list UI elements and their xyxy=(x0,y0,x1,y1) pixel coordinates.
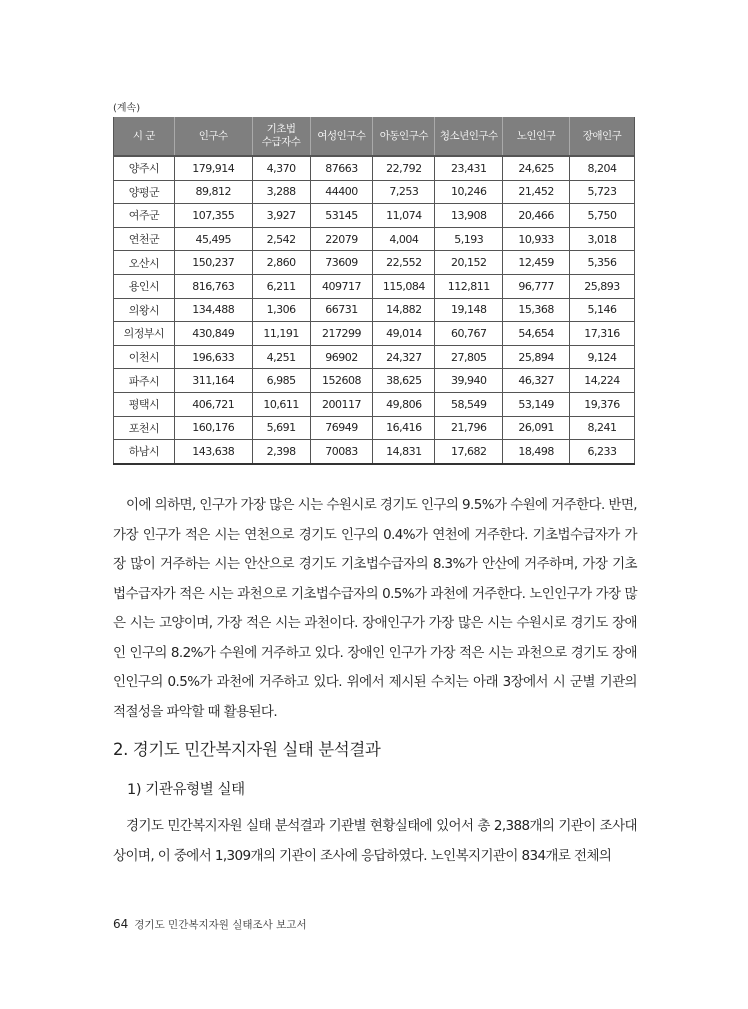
table-cell: 70083 xyxy=(310,440,373,464)
table-cell: 5,723 xyxy=(570,180,635,204)
table-row xyxy=(114,369,635,393)
table-cell: 16,416 xyxy=(373,416,435,440)
table-cell: 23,431 xyxy=(435,156,503,180)
header-youth: 청소년인구수 xyxy=(435,117,503,156)
table-cell: 44400 xyxy=(310,180,373,204)
table-cell: 53145 xyxy=(310,204,373,228)
table-cell: 11,074 xyxy=(373,204,435,228)
table-cell: 7,253 xyxy=(373,180,435,204)
header-elderly: 노인인구 xyxy=(503,117,570,156)
table-cell: 25,893 xyxy=(570,274,635,298)
table-cell: 8,204 xyxy=(570,156,635,180)
table-cell: 14,831 xyxy=(373,440,435,464)
table-cell: 24,625 xyxy=(503,156,570,180)
table-cell: 10,611 xyxy=(252,392,310,416)
table-row xyxy=(114,204,635,228)
table-cell: 1,306 xyxy=(252,298,310,322)
table-cell: 21,452 xyxy=(503,180,570,204)
page-number: 64 xyxy=(113,917,129,931)
table-cell: 160,176 xyxy=(174,416,252,440)
table-cell: 54,654 xyxy=(503,322,570,346)
table-cell: 58,549 xyxy=(435,392,503,416)
table-cell: 10,933 xyxy=(503,227,570,251)
subsection-title: 1) 기관유형별 실태 xyxy=(127,782,245,798)
table-cell-city: 의왕시 xyxy=(114,298,175,322)
table-cell: 2,542 xyxy=(252,227,310,251)
table-cell: 21,796 xyxy=(435,416,503,440)
table-cell: 430,849 xyxy=(174,322,252,346)
table-cell: 13,908 xyxy=(435,204,503,228)
table-row xyxy=(114,180,635,204)
table-cell: 4,004 xyxy=(373,227,435,251)
table-cell-city: 양평군 xyxy=(114,180,175,204)
table-cell: 27,805 xyxy=(435,345,503,369)
report-title: 경기도 민간복지자원 실태조사 보고서 xyxy=(134,919,307,931)
table-row xyxy=(114,322,635,346)
paragraph-analysis: 경기도 민간복지자원 실태 분석결과 기관별 현황실태에 있어서 총 2,388개의 기관이 조사대상이며, 이 중에서 1,309개의 기관이 조사에 응답하였다. 노인복지기관이 834개로 전체의 xyxy=(113,818,637,864)
header-city: 시 군 xyxy=(114,117,175,156)
table-row xyxy=(114,274,635,298)
table-cell: 76949 xyxy=(310,416,373,440)
table-cell: 49,806 xyxy=(373,392,435,416)
table-cell: 5,750 xyxy=(570,204,635,228)
table-cell: 20,152 xyxy=(435,251,503,275)
table-cell: 38,625 xyxy=(373,369,435,393)
header-female: 여성인구수 xyxy=(310,117,373,156)
table-cell: 96902 xyxy=(310,345,373,369)
table-cell: 196,633 xyxy=(174,345,252,369)
table-cell: 60,767 xyxy=(435,322,503,346)
table-cell: 115,084 xyxy=(373,274,435,298)
table-cell: 14,224 xyxy=(570,369,635,393)
table-cell: 200117 xyxy=(310,392,373,416)
header-children: 아동인구수 xyxy=(373,117,435,156)
table-cell: 24,327 xyxy=(373,345,435,369)
table-cell: 8,241 xyxy=(570,416,635,440)
table-cell: 22,792 xyxy=(373,156,435,180)
table-cell: 6,233 xyxy=(570,440,635,464)
table-cell: 3,018 xyxy=(570,227,635,251)
table-cell-city: 하남시 xyxy=(114,440,175,464)
table-cell: 4,370 xyxy=(252,156,310,180)
header-basic-recipients-label: 기초법 수급자수 xyxy=(261,123,301,148)
table-cell: 409717 xyxy=(310,274,373,298)
table-cell-city: 여주군 xyxy=(114,204,175,228)
table-cell: 26,091 xyxy=(503,416,570,440)
table-cell: 5,356 xyxy=(570,251,635,275)
section-title: 2. 경기도 민간복지자원 실태 분석결과 xyxy=(113,740,381,759)
table-cell: 19,148 xyxy=(435,298,503,322)
table-cell-city: 파주시 xyxy=(114,369,175,393)
table-cell: 12,459 xyxy=(503,251,570,275)
table-row xyxy=(114,251,635,275)
table-row xyxy=(114,392,635,416)
table-cell: 22,552 xyxy=(373,251,435,275)
table-cell: 217299 xyxy=(310,322,373,346)
table-cell-city: 오산시 xyxy=(114,251,175,275)
table-cell: 53,149 xyxy=(503,392,570,416)
table-cell: 9,124 xyxy=(570,345,635,369)
table-cell: 96,777 xyxy=(503,274,570,298)
table-cell: 311,164 xyxy=(174,369,252,393)
paragraph-summary: 이에 의하면, 인구가 가장 많은 시는 수원시로 경기도 인구의 9.5%가 수원에 거주한다. 반면, 가장 인구가 적은 시는 연천으로 경기도 인구의 0.4%가 연천에 거주한다. 기초법수급자가 가장 많이 거주하는 시는 안산으로 경기도 기초법수급자의 8.3%가 안산에 거주하며, 가장 기초법수급자가 적은 시는 과천으로 기초법수급자의 0.5%가 과천에 거주한다. 노인인구가 가장 많은 시는 고양이며, 가장 적은 시는 과천이다. 장애인구가 가장 많은 시는 수원시로 경기도 장애인 인구의 8.2%가 수원에 거주하고 있다. 장애인 인구가 가장 적은 시는 과천으로 경기도 장애인인구의 0.5%가 과천에 거주하고 있다. 위에서 제시된 수치는 아래 3장에서 시 군별 기관의 적절성을 파악할 때 활용된다. xyxy=(113,497,637,720)
table-cell: 406,721 xyxy=(174,392,252,416)
table-row xyxy=(114,345,635,369)
table-row xyxy=(114,440,635,464)
table-cell: 150,237 xyxy=(174,251,252,275)
table-cell: 39,940 xyxy=(435,369,503,393)
table-cell: 18,498 xyxy=(503,440,570,464)
table-cell: 5,146 xyxy=(570,298,635,322)
table-cell-city: 이천시 xyxy=(114,345,175,369)
table-cell: 87663 xyxy=(310,156,373,180)
table-cell-city: 평택시 xyxy=(114,392,175,416)
table-cell: 89,812 xyxy=(174,180,252,204)
table-cell: 14,882 xyxy=(373,298,435,322)
table-cell: 112,811 xyxy=(435,274,503,298)
table-cell: 3,288 xyxy=(252,180,310,204)
table-cell: 5,193 xyxy=(435,227,503,251)
table-cell: 6,211 xyxy=(252,274,310,298)
table-row xyxy=(114,156,635,180)
table-cell: 152608 xyxy=(310,369,373,393)
table-cell: 6,985 xyxy=(252,369,310,393)
table-cell: 45,495 xyxy=(174,227,252,251)
table-row xyxy=(114,298,635,322)
continued-label: (계속) xyxy=(113,103,141,114)
table-cell: 22079 xyxy=(310,227,373,251)
table-cell-city: 포천시 xyxy=(114,416,175,440)
table-cell: 4,251 xyxy=(252,345,310,369)
table-header-row xyxy=(114,117,635,156)
header-basic-recipients xyxy=(252,117,310,156)
table-cell-city: 양주시 xyxy=(114,156,175,180)
table-cell: 10,246 xyxy=(435,180,503,204)
table-cell: 25,894 xyxy=(503,345,570,369)
table-cell-city: 용인시 xyxy=(114,274,175,298)
table-body xyxy=(114,156,635,464)
table-cell-city: 연천군 xyxy=(114,227,175,251)
table-cell: 49,014 xyxy=(373,322,435,346)
table-cell: 73609 xyxy=(310,251,373,275)
header-population: 인구수 xyxy=(174,117,252,156)
table-cell: 179,914 xyxy=(174,156,252,180)
table-cell: 2,398 xyxy=(252,440,310,464)
table-row xyxy=(114,416,635,440)
table-cell: 11,191 xyxy=(252,322,310,346)
table-cell: 46,327 xyxy=(503,369,570,393)
table-cell: 143,638 xyxy=(174,440,252,464)
table-cell-city: 의정부시 xyxy=(114,322,175,346)
page-footer xyxy=(113,917,307,932)
table-cell: 17,682 xyxy=(435,440,503,464)
table-cell: 3,927 xyxy=(252,204,310,228)
table-row xyxy=(114,227,635,251)
table-cell: 5,691 xyxy=(252,416,310,440)
table-cell: 2,860 xyxy=(252,251,310,275)
table-cell: 816,763 xyxy=(174,274,252,298)
header-disabled: 장애인구 xyxy=(570,117,635,156)
table-cell: 20,466 xyxy=(503,204,570,228)
table-cell: 66731 xyxy=(310,298,373,322)
population-table xyxy=(113,117,635,465)
table-cell: 17,316 xyxy=(570,322,635,346)
table-cell: 107,355 xyxy=(174,204,252,228)
table-cell: 15,368 xyxy=(503,298,570,322)
table-cell: 19,376 xyxy=(570,392,635,416)
table-cell: 134,488 xyxy=(174,298,252,322)
